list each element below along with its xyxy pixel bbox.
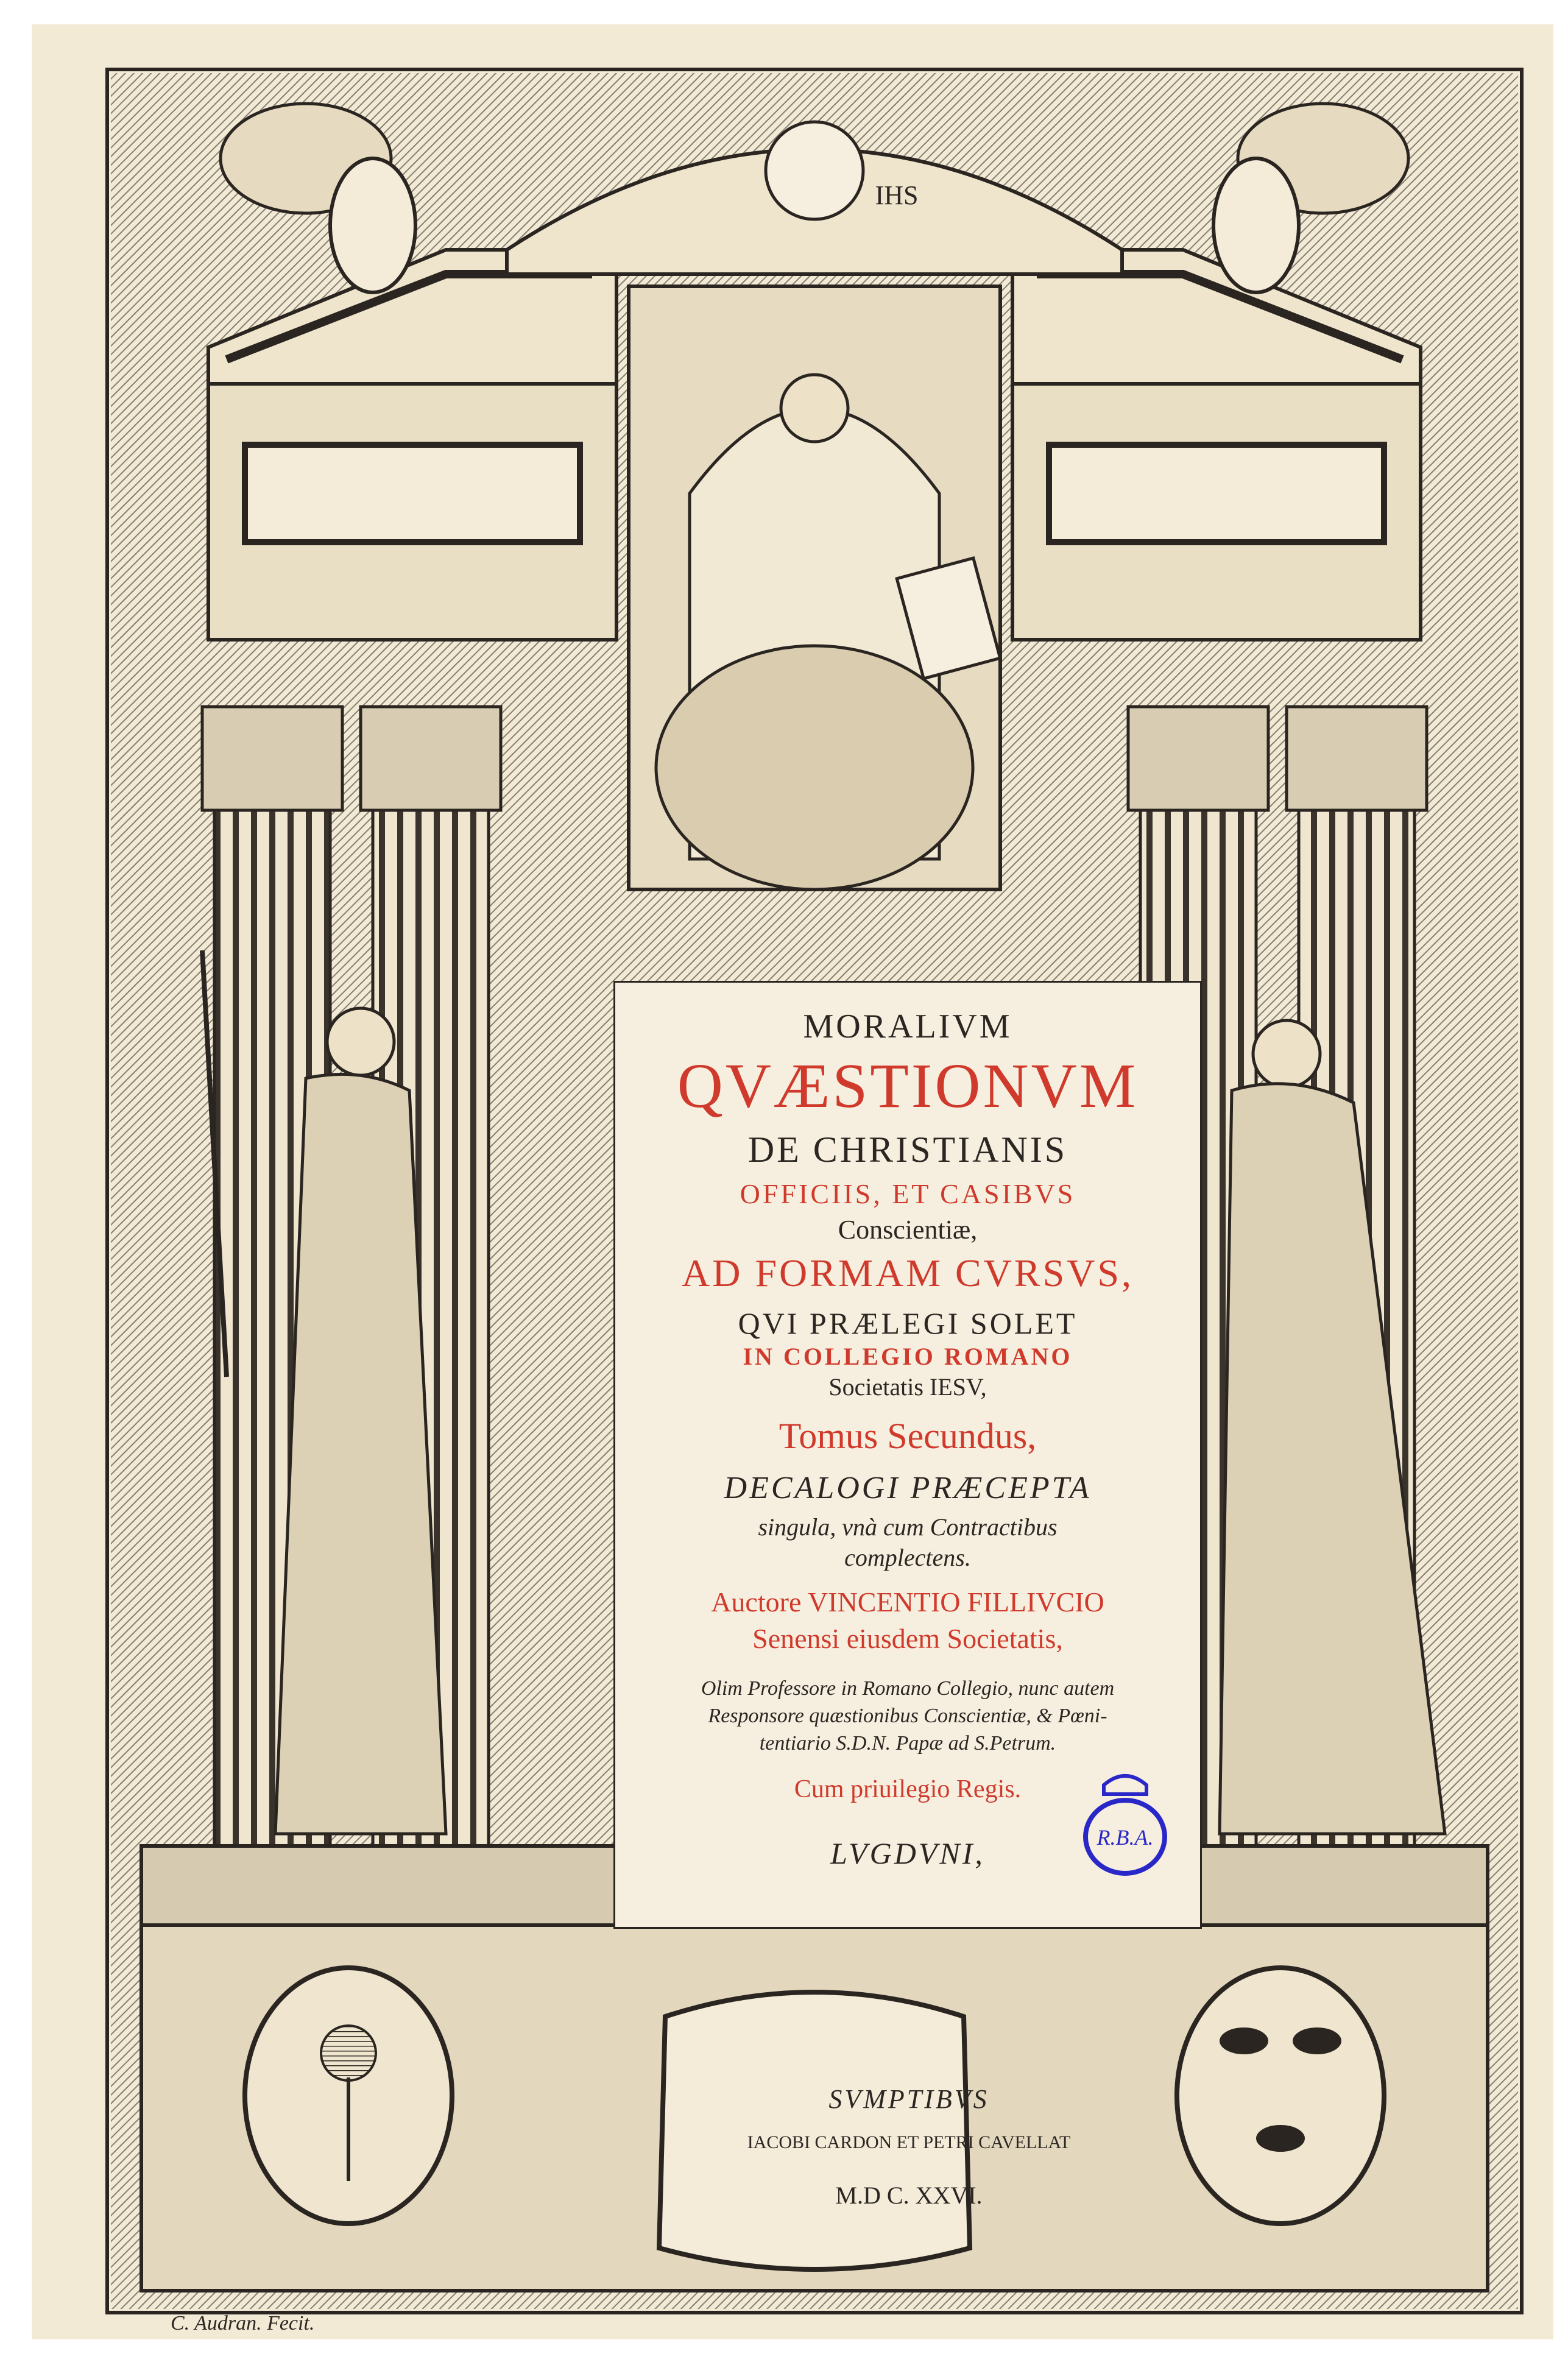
title-line-moralium: MORALIVM xyxy=(803,1008,1012,1045)
imprint-cartouche xyxy=(726,2071,1092,2254)
title-line-qui-praelegi: QVI PRÆLEGI SOLET xyxy=(738,1306,1078,1340)
title-line-societatis: Societatis IESV, xyxy=(828,1373,987,1401)
title-line-senensi: Senensi eiusdem Societatis, xyxy=(752,1623,1063,1654)
engraved-plate xyxy=(105,67,1524,2315)
imprint-printers: IACOBI CARDON ET PETRI CAVELLAT xyxy=(747,2132,1071,2152)
imprint-sumptibus: SVMPTIBVS xyxy=(828,2084,989,2114)
imprint-date: M.D C. XXVI. xyxy=(835,2182,983,2209)
paper-sheet xyxy=(32,24,1553,2339)
title-line-tentiario: tentiario S.D.N. Papæ ad S.Petrum. xyxy=(759,1732,1056,1755)
birds-shield xyxy=(1177,1968,1384,2224)
title-line-officiis: OFFICIIS, ET CASIBVS xyxy=(740,1178,1076,1209)
title-line-quaestionum: QVÆSTIONVM xyxy=(677,1051,1139,1121)
title-line-lugduni: LVGDVNI, xyxy=(830,1836,985,1870)
title-line-singula: singula, vnà cum Contractibus xyxy=(758,1513,1058,1541)
library-stamp xyxy=(1079,1767,1171,1876)
title-line-complectens: complectens. xyxy=(844,1544,971,1571)
title-line-olim: Olim Professore in Romano Collegio, nunc autem xyxy=(701,1677,1115,1700)
title-line-decalogi: DECALOGI PRÆCEPTA xyxy=(724,1471,1092,1505)
title-line-auctore: Auctore VINCENTIO FILLIVCIO xyxy=(711,1586,1104,1617)
ihs-monogram: IHS xyxy=(875,180,919,210)
title-line-privilegio: Cum priuilegio Regis. xyxy=(794,1775,1022,1803)
title-line-in-collegio: IN COLLEGIO ROMANO xyxy=(743,1343,1073,1370)
central-niche xyxy=(629,286,1000,889)
engraver-signature: C. Audran. Fecit. xyxy=(171,2312,315,2335)
title-line-conscientiae: Conscientiæ, xyxy=(838,1215,978,1245)
title-line-ad-formam: AD FORMAM CVRSVS, xyxy=(682,1251,1134,1295)
thistle-shield xyxy=(245,1968,452,2224)
stamp-text: R.B.A. xyxy=(1097,1825,1154,1850)
title-line-tomus: Tomus Secundus, xyxy=(779,1416,1037,1456)
title-line-responsore: Responsore quæstionibus Conscientiæ, & Pœni- xyxy=(708,1705,1107,1727)
title-line-de-christianis: DE CHRISTIANIS xyxy=(747,1129,1068,1170)
